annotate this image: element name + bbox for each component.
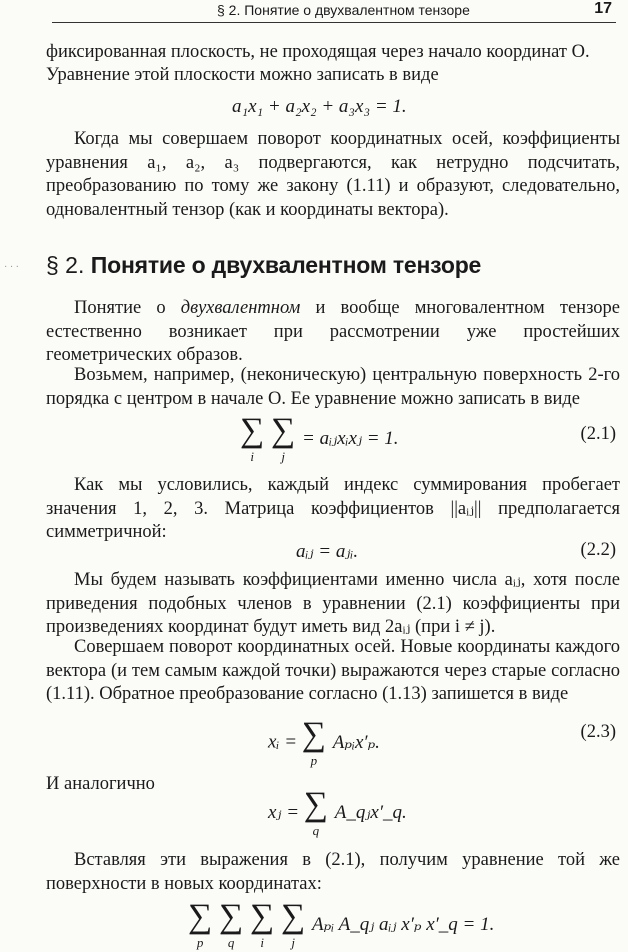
equation-plane: a₁x₁ + a₂x₂ + a₃x₃ = 1. (232, 96, 407, 117)
sum-index: q (312, 823, 320, 838)
equation-2-3 (268, 718, 380, 767)
running-header (52, 0, 616, 23)
para5: Как мы условились, каждый индекс суммирования пробегает значения 1, 2, 3. Матрица коэффициентов ||aᵢⱼ|| предполагается симметричной: (46, 475, 620, 542)
para8: Вставляя эти выражения в (2.1), получим уравнение той же поверхности в новых координатах: (46, 850, 620, 894)
sigma-symbol: ∑ (303, 786, 329, 823)
sigma-symbol: ∑ (301, 716, 327, 753)
equation-2-1 (240, 414, 399, 463)
para4: Возьмем, например, (неконическую) центральную поверхность 2-го порядка с центром в начале O. Ее уравнение можно записать в виде (46, 365, 620, 409)
sum-index: p (196, 935, 204, 950)
sigma-symbol: ∑ (250, 898, 275, 935)
sum-q (219, 900, 243, 949)
equation-number-2-2: (2.2) (580, 540, 616, 560)
para6: Мы будем называть коэффициентами именно числа aᵢⱼ, хотя после приведения подобных членов в уравнении (2.1) коэффициенты при произведениях координат будут иметь вид 2aᵢⱼ (при i ≠ j). (46, 570, 620, 637)
page-number: 17 (594, 0, 612, 17)
sum-index: i (260, 935, 264, 950)
sigma-symbol: ∑ (271, 412, 296, 449)
sum-p (188, 900, 212, 949)
equation-number-2-3: (2.3) (580, 722, 616, 742)
sum-index: p (310, 753, 318, 768)
para1-line2: Уравнение этой плоскости можно записать в виде (46, 65, 439, 85)
sum-i (240, 414, 264, 463)
sigma-symbol: ∑ (281, 898, 306, 935)
para3-text-a: Понятие о (74, 298, 181, 318)
sum-j (281, 900, 305, 949)
sum-index: i (250, 449, 254, 464)
analog-line: И аналогично (46, 774, 155, 794)
equation-xj (268, 788, 407, 837)
equation-2-1-body: = aᵢⱼxᵢxⱼ = 1. (302, 428, 399, 449)
sum-index: q (227, 935, 235, 950)
sum-j (271, 414, 295, 463)
sum-q (304, 788, 328, 837)
equation-number-2-1: (2.1) (580, 424, 616, 444)
equation-final (188, 900, 494, 949)
para7: Совершаем поворот координатных осей. Новые координаты каждого вектора (и тем самым каждой точки) выражаются через старые согласно (1.11). Обратное преобразование согласно (1.13) запишется в виде (46, 637, 620, 704)
para3-text-b: и вообще многовалентном тензоре естественно возникает при рассмотрении уже простейших геометрических образов. (46, 298, 620, 365)
section-title: Понятие о двухвалентном тензоре (90, 252, 482, 278)
sum-p (302, 718, 326, 767)
para3 (46, 297, 620, 368)
equation-xj-rhs: A_qⱼx′_q. (334, 802, 407, 823)
para3-emphasis: двухвалентном (180, 298, 301, 318)
equation-final-body: Aₚᵢ A_qⱼ aᵢⱼ x′ₚ x′_q = 1. (312, 914, 495, 935)
equation-xj-lhs: xⱼ = (268, 802, 300, 823)
sigma-symbol: ∑ (188, 898, 213, 935)
equation-2-3-rhs: Aₚᵢx′ₚ. (332, 732, 380, 753)
para2: Когда мы совершаем поворот координатных осей, коэффициенты уравнения a₁, a₂, a₃ подвергаются, как нетрудно подсчитать, преобразованию по тому же закону (1.11) и образуют, следовательно, одновалентный тензор (как и координаты вектора). (46, 129, 620, 220)
sum-i (250, 900, 274, 949)
equation-2-2: aᵢⱼ = aⱼᵢ. (296, 541, 359, 562)
running-title: § 2. Понятие о двухвалентном тензоре (217, 2, 470, 18)
para1-line1: фиксированная плоскость, не проходящая через начало координат O. (46, 42, 590, 62)
section-number: § 2. (46, 252, 85, 278)
sum-index: j (281, 449, 285, 464)
sum-index: j (291, 935, 295, 950)
scan-artifact: · · · (4, 262, 19, 273)
section-heading (46, 252, 481, 279)
equation-2-3-lhs: xᵢ = (268, 731, 298, 753)
sigma-symbol: ∑ (219, 898, 244, 935)
sigma-symbol: ∑ (240, 412, 265, 449)
